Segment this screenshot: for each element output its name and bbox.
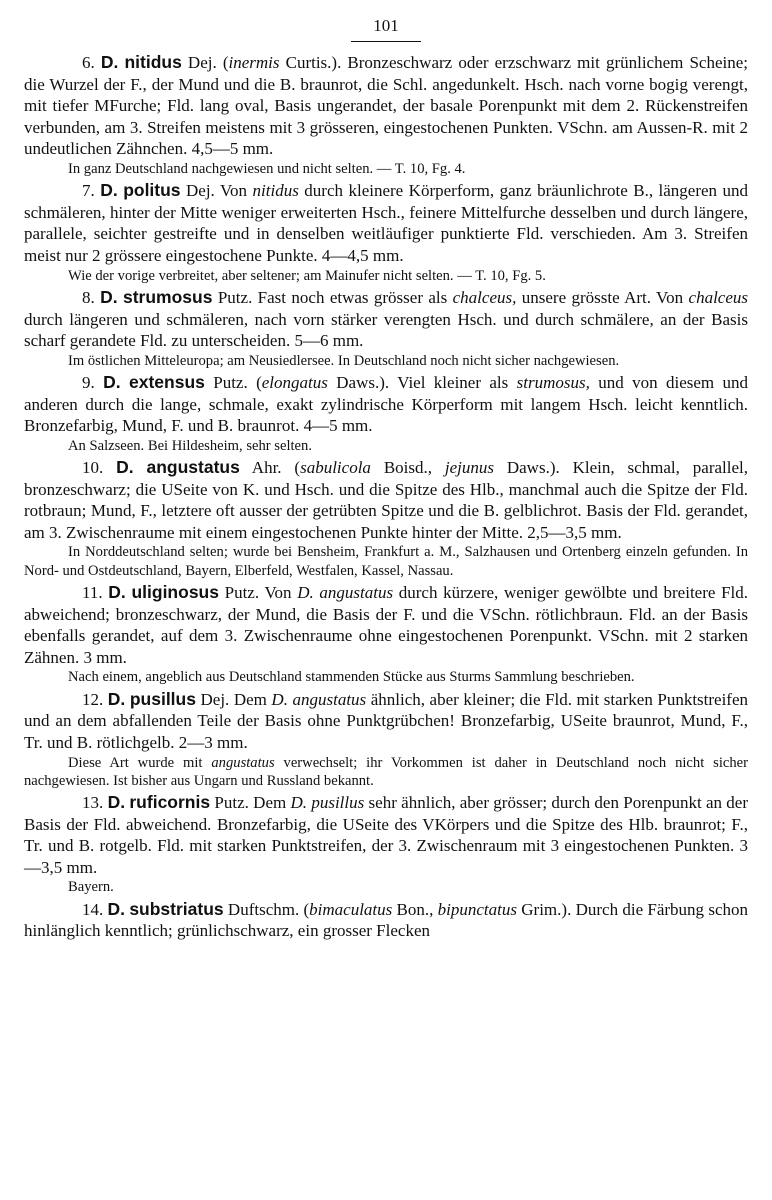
description-text: Putz. Dem: [210, 793, 291, 813]
description-text: Daws.). Viel kleiner als: [327, 373, 517, 393]
description-text: Dej. (: [181, 53, 229, 72]
species-entry: [24, 180, 748, 285]
species-epithet: nitidus: [124, 52, 182, 72]
entry-number: 11.: [82, 583, 103, 603]
species-description: [24, 582, 748, 668]
entry-number: 8.: [82, 287, 95, 307]
species-description: [24, 899, 748, 942]
description-text: und von diesem und anderen durch die lange, schmale, exakt zylindrische Körperform mit langem Hsch. leicht kenntlich. Bronzefarbig, Mund, F. und B. braunrot. 4—5 mm.: [24, 373, 749, 436]
distribution-note: Nach einem, angeblich aus Deutschland stammenden Stücke aus Sturms Sammlung beschrieben.: [68, 669, 635, 686]
species-entry: [24, 52, 748, 178]
italic-term: chalceus,: [452, 287, 517, 307]
genus-name: D.: [100, 52, 119, 72]
species-entry: [24, 457, 748, 580]
species-description: [24, 287, 748, 352]
entry-number: 13.: [82, 793, 104, 813]
species-description: [24, 792, 748, 878]
page-number: 101: [351, 14, 421, 42]
description-text: Grim.). Durch die Färbung schon hinlänglich kenntlich; grünlichschwarz, ein grosser Flecken: [24, 899, 748, 941]
document-body: [24, 52, 748, 942]
genus-name: D.: [107, 792, 126, 813]
species-epithet: ruficornis: [129, 792, 211, 813]
species-epithet: strumosus: [123, 286, 213, 307]
species-entry: [24, 792, 748, 897]
description-text: ähnlich, aber kleiner; die Fld. mit starken Punktstreifen und an dem abfallenden Teile der Basis ohne Punktgrübchen! Bronzefarbig, USeite braunrot, Mund, F., Tr. und B. rötlichgelb. 2—3 mm.: [24, 689, 749, 752]
entry-number: 14.: [82, 899, 104, 919]
genus-name: D.: [100, 286, 118, 307]
description-text: durch kürzere, weniger gewölbte und breitere Fld. abweichend; bronzeschwarz, der Mund, die Basis der F. und die VSchn. rötlichbraun. Fld. an der Basis ebenfalls gerandet, auf dem 3. Zwischenraume ohne eingestochenen Porenpunkt. VSchn. mit 2 starken Zähnen. 3 mm.: [24, 583, 749, 667]
page-header: [24, 14, 748, 42]
italic-term: angustatus: [211, 754, 275, 771]
distribution-note: Im östlichen Mitteleuropa; am Neusiedlersee. In Deutschland noch nicht sicher nachgewiesen.: [68, 352, 620, 369]
italic-term: chalceus: [688, 287, 749, 307]
species-description: [24, 180, 748, 266]
entry-number: 7.: [82, 181, 95, 201]
italic-term: elongatus: [261, 373, 328, 393]
italic-term: jejunus: [444, 458, 494, 478]
genus-name: D.: [100, 180, 118, 201]
description-text: Dej. Dem: [195, 689, 272, 709]
description-text: Dej. Von: [180, 181, 253, 201]
species-description: [24, 52, 748, 160]
species-entry: [24, 287, 748, 370]
genus-name: D.: [103, 372, 121, 393]
species-description: [24, 457, 748, 543]
italic-term: D. pusillus: [290, 793, 365, 813]
distribution-note: In ganz Deutschland nachgewiesen und nicht selten. — T. 10, Fg. 4.: [68, 160, 466, 177]
species-epithet: politus: [123, 180, 181, 201]
entry-number: 12.: [82, 689, 104, 709]
description-text: Duftschm. (: [223, 899, 310, 919]
species-description: [24, 689, 748, 754]
genus-name: D.: [107, 898, 126, 919]
distribution-note: An Salzseen. Bei Hildesheim, sehr selten.: [68, 437, 312, 454]
description-text: Ahr. (: [239, 458, 301, 478]
description-text: sehr ähnlich, aber grösser; durch den Porenpunkt an der Basis der Fld. abweichend. Bronzefarbig, die USeite des VKörpers und die Spitze des Hlb. braunrot; F., Tr. und B. rotgelb. Fld. mit starken Punktstreifen, der 3. Zwischenraum mit 3 eingestochenen Punkten. 3—3,5 mm.: [24, 793, 749, 877]
species-entry: [24, 372, 748, 455]
italic-term: sabulicola: [300, 458, 371, 478]
description-text: Putz. Von: [218, 583, 298, 603]
species-epithet: substriatus: [129, 898, 224, 919]
distribution-note: In Norddeutschland selten; wurde bei Bensheim, Frankfurt a. M., Salzhausen und Ortenberg einzeln gefunden. In Nord- und Ostdeutschland, Bayern, Elberfeld, Westfalen, Kassel, Nassau.: [24, 544, 748, 579]
genus-name: D.: [108, 582, 126, 603]
italic-term: bimaculatus: [309, 899, 393, 919]
entry-number: 6.: [82, 53, 95, 72]
entry-number: 10.: [82, 458, 104, 478]
note-text: verwechselt; ihr Vorkommen ist daher in Deutschland noch nicht sicher nachgewiesen. Ist bisher aus Ungarn und Russland bekannt.: [24, 754, 748, 789]
genus-name: D.: [107, 688, 126, 709]
italic-term: D. angustatus: [271, 689, 367, 709]
description-text: durch längeren und schmäleren, nach vorn stärker verengten Hsch. und durch schmälere, an der Basis scharf gerandete Fld. zu unterscheiden. 5—6 mm.: [24, 309, 748, 351]
species-entry: [24, 689, 748, 790]
species-epithet: extensus: [129, 372, 205, 393]
species-epithet: angustatus: [146, 457, 240, 478]
description-text: unsere grösste Art. Von: [516, 287, 689, 307]
italic-term: bipunctatus: [437, 899, 517, 919]
description-text: durch kleinere Körperform, ganz bräunlichrote B., längeren und schmäleren, hinter der Mitte weniger erweiterten Hsch., feinere Mittelfurche desselben und durch längere, parallele, seichter gestreifte und in denselben weitläufiger punktierte Fld. verschieden. Am 3. Streifen meist nur 2 grössere eingestochene Punkte. 4—4,5 mm.: [24, 181, 749, 266]
entry-number: 9.: [82, 373, 95, 393]
italic-term: D. angustatus: [297, 583, 394, 603]
description-text: Bon.,: [392, 899, 438, 919]
description-text: Boisd.,: [370, 458, 445, 478]
description-text: Daws.). Klein, schmal, parallel, bronzeschwarz; die USeite von K. und Hsch. und die Spitze des Hlb., manchmal auch die Spitze der Fld. rotbraun; Mund, F., letztere oft ausser der getrübten Spitze und die B. gelblichrot. Basis der Fld. gerandet, am 3. Zwischenraume mit einem eingestochenen Punkte hinter der Mitte. 2,5—3,5 mm.: [24, 458, 748, 542]
distribution-note: Wie der vorige verbreitet, aber seltener; am Mainufer nicht selten. — T. 10, Fg. 5.: [68, 267, 546, 284]
genus-name: D.: [116, 457, 134, 478]
species-epithet: pusillus: [129, 688, 196, 709]
italic-term: strumosus,: [516, 373, 590, 393]
species-entry: [24, 582, 748, 687]
italic-term: nitidus: [252, 181, 299, 201]
description-text: Curtis.). Bronzeschwarz oder erzschwarz mit grünlichem Scheine; die Wurzel der F., der Mund und die B. braunrot, die Schl. angedunkelt. Hsch. nach vorne bogig verengt, mit tiefer MFurche; Fld. lang oval, Basis ungerandet, der basale Porenpunkt mit dem 2. Rückenstreifen verbunden, am 3. Streifen meistens mit 3 grösseren, eingestochenen Punkten. VSchn. am Aussen-R. mit 2 undeutlichen Zähnchen. 4,5—5 mm.: [24, 53, 749, 159]
species-entry: [24, 899, 748, 942]
description-text: Putz. (: [204, 373, 262, 393]
distribution-note: Bayern.: [68, 879, 114, 896]
note-text: Diese Art wurde mit: [68, 754, 212, 771]
species-epithet: uliginosus: [131, 582, 219, 603]
description-text: Putz. Fast noch etwas grösser als: [212, 287, 453, 307]
distribution-note: [24, 754, 748, 791]
species-description: [24, 372, 748, 437]
italic-term: inermis: [228, 53, 280, 72]
